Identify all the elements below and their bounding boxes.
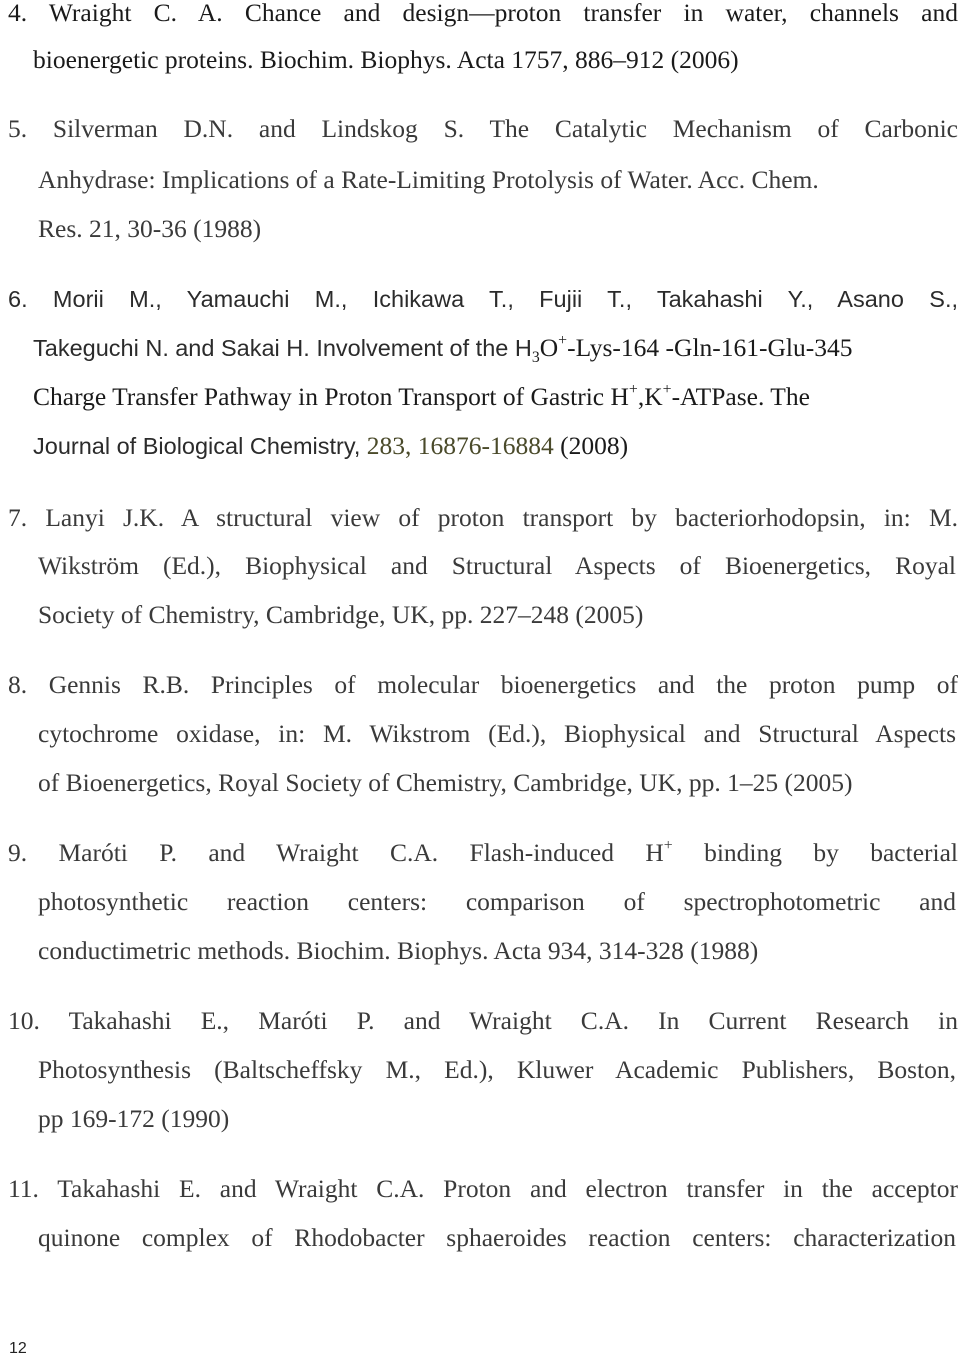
reference-line: 6. Morii M., Yamauchi M., Ichikawa T., Fujii T., Takahashi Y., Asano S.,	[8, 286, 958, 312]
superscript: +	[663, 838, 673, 855]
subscript: 3	[531, 349, 540, 367]
reference-line: conductimetric methods. Biochim. Biophys. Acta 934, 314-328 (1988)	[38, 936, 759, 965]
reference-text: 9. Maróti P. and Wraight C.A. Flash-induced H	[8, 838, 664, 867]
reference-line	[8, 838, 958, 868]
reference-line: 11. Takahashi E. and Wraight C.A. Proton and electron transfer in the acceptor	[8, 1174, 958, 1203]
page-number: 12	[9, 1340, 27, 1357]
reference-line: bioenergetic proteins. Biochim. Biophys. Acta 1757, 886–912 (2006)	[33, 45, 739, 74]
superscript: +	[662, 381, 672, 399]
reference-line: quinone complex of Rhodobacter sphaeroides reaction centers: characterization	[38, 1223, 956, 1252]
author-text: Takeguchi N.	[33, 335, 169, 361]
reference-line: Society of Chemistry, Cambridge, UK, pp. 227–248 (2005)	[38, 600, 644, 629]
superscript: +	[558, 332, 568, 350]
reference-line	[33, 431, 628, 461]
reference-line	[33, 382, 810, 412]
reference-line: 10. Takahashi E., Maróti P. and Wraight C.A. In Current Research in	[8, 1006, 958, 1035]
reference-line: Wikström (Ed.), Biophysical and Structural Aspects of Bioenergetics, Royal	[38, 551, 956, 580]
reference-line: 8. Gennis R.B. Principles of molecular bioenergetics and the proton pump of	[8, 670, 958, 699]
reference-line: Res. 21, 30-36 (1988)	[38, 214, 262, 243]
reference-line: cytochrome oxidase, in: M. Wikstrom (Ed.), Biophysical and Structural Aspects	[38, 719, 956, 748]
title-text: ,K	[637, 382, 663, 411]
reference-line: pp 169-172 (1990)	[38, 1104, 230, 1133]
superscript: +	[628, 381, 638, 399]
reference-line: 7. Lanyi J.K. A structural view of proton transport by bacteriorhodopsin, in: M.	[8, 503, 958, 532]
reference-line: 4. Wraight C. A. Chance and design—proton transfer in water, channels and	[8, 0, 958, 27]
reference-line: 5. Silverman D.N. and Lindskog S. The Catalytic Mechanism of Carbonic	[8, 114, 958, 143]
title-text: Charge Transfer Pathway in Proton Transport of Gastric H	[33, 382, 629, 411]
title-text: -ATPase. The	[671, 382, 810, 411]
reference-text: binding by bacterial	[704, 838, 958, 867]
journal-text: Journal of Biological Chemistry,	[33, 433, 361, 459]
year-text: (2008)	[560, 431, 629, 460]
title-text: -Lys-164 -Gln-161-Glu-345	[567, 333, 853, 362]
reference-line: Anhydrase: Implications of a Rate-Limiting Protolysis of Water. Acc. Chem.	[38, 165, 819, 194]
reference-line: Photosynthesis (Baltscheffsky M., Ed.), Kluwer Academic Publishers, Boston,	[38, 1055, 956, 1084]
reference-line	[33, 332, 958, 367]
reference-line: photosynthetic reaction centers: comparison of spectrophotometric and	[38, 887, 956, 916]
formula-text: O	[539, 333, 559, 362]
author-text: and Sakai H. Involvement of the H	[175, 335, 532, 361]
reference-line: of Bioenergetics, Royal Society of Chemistry, Cambridge, UK, pp. 1–25 (2005)	[38, 768, 853, 797]
volume-pages: 283, 16876-16884	[366, 431, 554, 460]
